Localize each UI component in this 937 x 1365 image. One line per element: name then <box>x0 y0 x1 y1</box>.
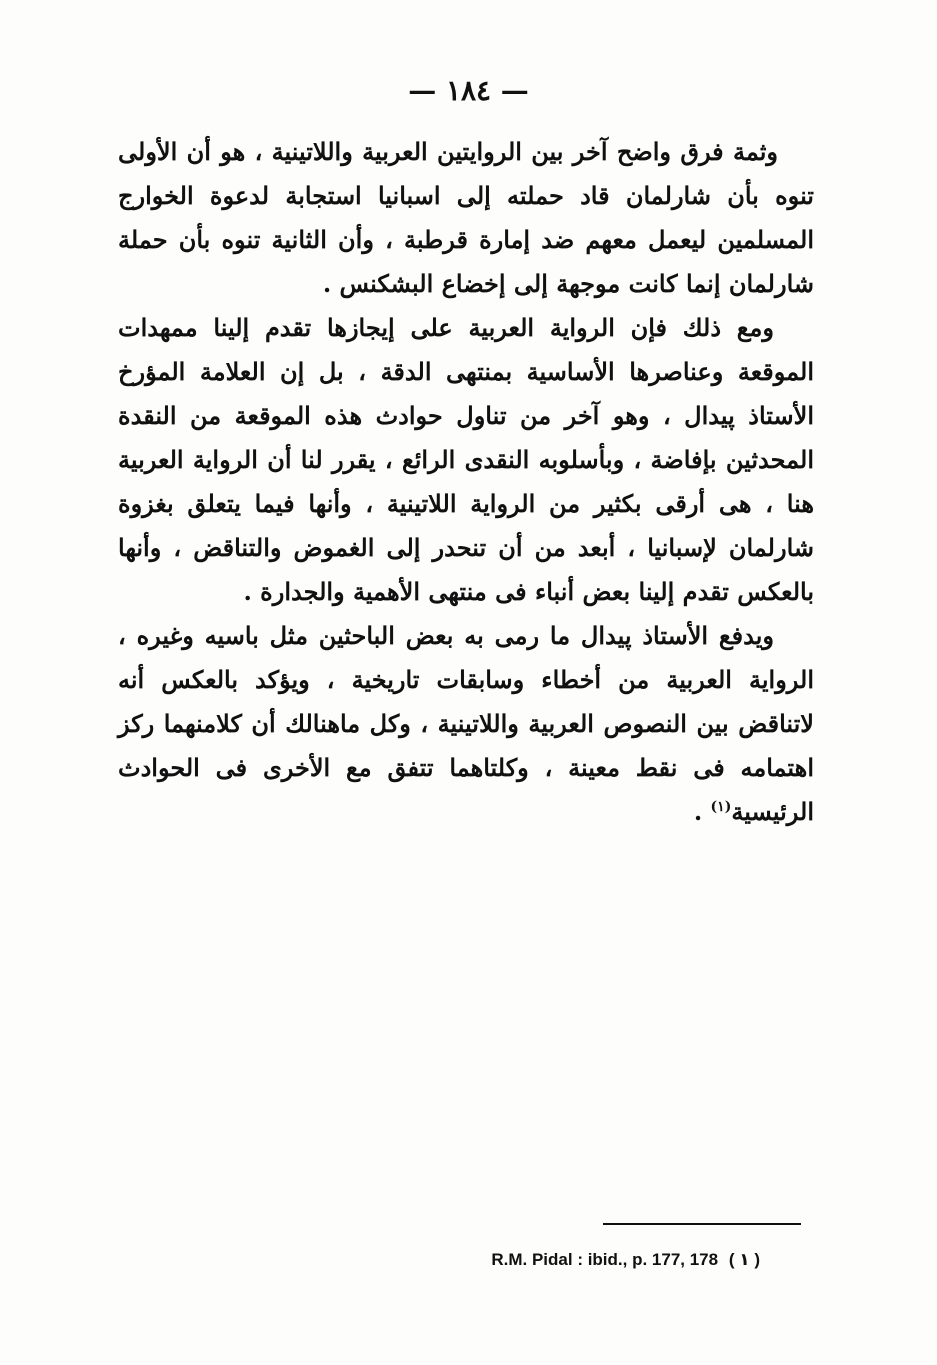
body-text <box>118 130 814 834</box>
paragraph-3-text: ويدفع الأستاذ پيدال ما رمى به بعض الباحثين مثل باسيه وغيره ، الرواية العربية من أخطاء وسابقات تاريخية ، ويؤكد بالعكس أنه لاتناقض بين النصوص العربية واللاتينية ، وكل ماهنالك أن كلامنهما ركز اهتمامه فى نقط معينة ، وكلتاهما تتفق مع الأخرى فى الحوادث الرئيسية <box>118 621 814 826</box>
page-number: — ١٨٤ — <box>408 74 529 107</box>
footnote-divider <box>603 1223 801 1225</box>
paragraph-3-end: . <box>693 797 711 826</box>
paragraph-2: ومع ذلك فإن الرواية العربية على إيجازها تقدم إلينا ممهدات الموقعة وعناصرها الأساسية بمنتهى الدقة ، بل إن العلامة المؤرخ الأستاذ پيدال ، وهو آخر من تناول حوادث هذه الموقعة من النقدة المحدثين بإفاضة ، وبأسلوبه النقدى الرائع ، يقرر لنا أن الرواية العربية هنا ، هى أرقى بكثير من الرواية اللاتينية ، وأنها فيما يتعلق بغزوة شارلمان لإسبانيا ، أبعد من أن تنحدر إلى الغموض والتناقض ، وأنها بالعكس تقدم إلينا بعض أنباء فى منتهى الأهمية والجدارة . <box>118 313 814 606</box>
footnote-number: ( ١ ) <box>728 1250 760 1269</box>
paragraph-1: وثمة فرق واضح آخر بين الروايتين العربية واللاتينية ، هو أن الأولى تنوه بأن شارلمان قاد حملته إلى اسبانيا استجابة لدعوة الخوارج المسلمين ليعمل معهم ضد إمارة قرطبة ، وأن الثانية تنوه بأن حملة شارلمان إنما كانت موجهة إلى إخضاع البشكنس . <box>118 137 814 298</box>
paragraph-3 <box>118 614 814 834</box>
footnote-text: R.M. Pidal : ibid., p. 177, 178 <box>491 1250 719 1269</box>
footnote <box>438 1246 760 1274</box>
footnote-reference[interactable]: (١) <box>710 799 732 815</box>
